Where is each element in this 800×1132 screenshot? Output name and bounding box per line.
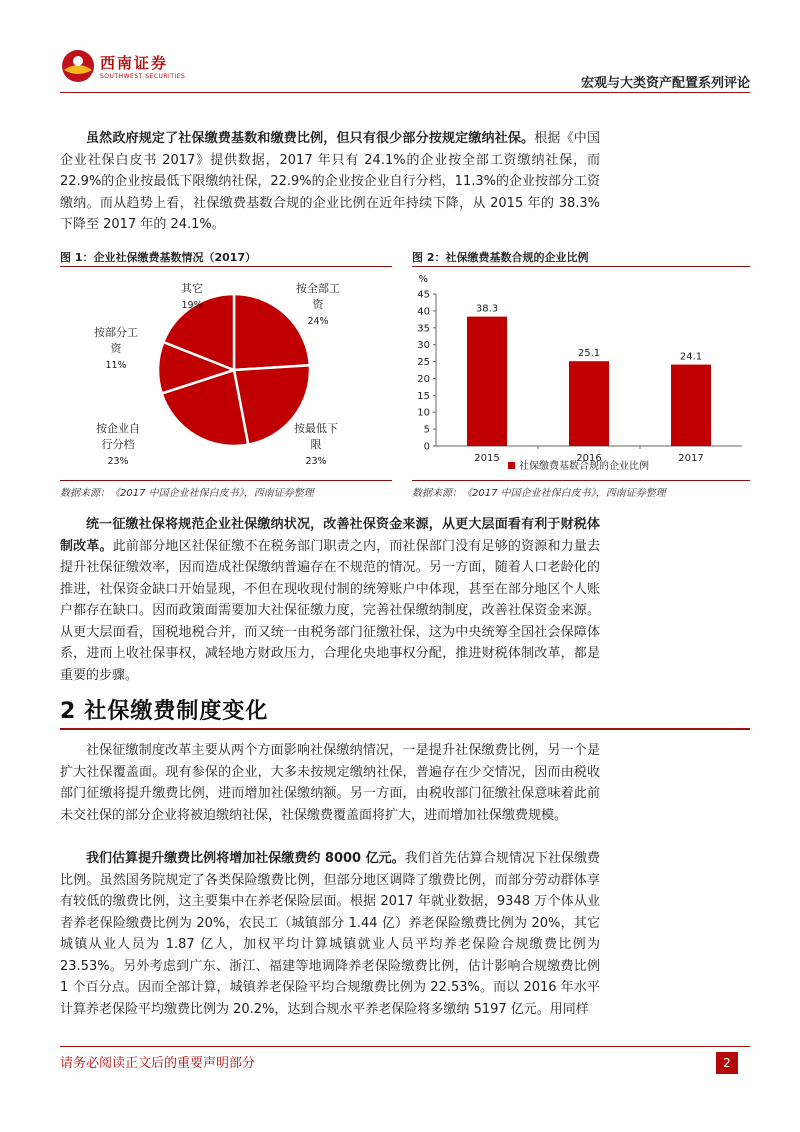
pie-category-label: 按企业自: [96, 422, 140, 435]
section-heading: [60, 694, 268, 725]
page-number: 2: [716, 1052, 738, 1074]
pie-category-label: 按部分工: [94, 326, 138, 339]
pie-percent-label: 24%: [307, 316, 329, 327]
pie-category-label: 行分档: [101, 438, 135, 451]
header-divider: [60, 92, 750, 93]
pie-percent-label: 11%: [105, 360, 127, 371]
paragraph-intro: [60, 128, 600, 236]
paragraph-intro-bold: 虽然政府规定了社保缴费基数和缴费比例，但只有很少部分按规定缴纳社保。: [86, 131, 535, 146]
y-axis-unit: %: [418, 274, 428, 285]
pie-percent-label: 23%: [107, 456, 129, 467]
y-tick-label: 20: [417, 373, 430, 385]
legend-label: 社保缴费基数合规的企业比例: [519, 461, 649, 472]
y-tick-label: 5: [423, 424, 430, 436]
report-series-title: 宏观与大类资产配置系列评论: [580, 76, 750, 91]
x-tick-label: 2015: [474, 453, 500, 464]
figure1-source: 数据来源：《2017 中国企业社保白皮书》，西南证券整理: [60, 488, 314, 499]
paragraph-reform: [60, 514, 600, 686]
pie-category-label: 限: [310, 438, 322, 451]
paragraph-impact: [60, 740, 600, 826]
figure2-top-rule: [412, 266, 750, 267]
figure2-bar-chart: [412, 270, 750, 480]
pie-category-label: 按全部工: [296, 282, 340, 295]
y-tick-label: 40: [417, 306, 430, 318]
bar-2016: [569, 361, 609, 446]
pie-category-label: 按最低下: [294, 422, 338, 435]
y-tick-label: 0: [423, 441, 430, 453]
pie-category-label: 资: [312, 298, 324, 311]
bar-2017: [671, 365, 711, 446]
logo-chinese-text: 西南证券: [100, 54, 169, 72]
figure2-source: 数据来源：《2017 中国企业社保白皮书》，西南证券整理: [412, 488, 666, 499]
paragraph-reform-text: 此前部分地区社保征缴不在税务部门职责之内，而社保部门没有足够的资源和力量去提升社保征缴效率，因而造成社保缴纳普遍存在不规范的情况。另一方面，随着人口老龄化的推进，社保资金缺口开始显现，不但在现收现付制的统筹账户中体现，甚至在部分地区个人账户都存在缺口。因而政策面需要加大社保征缴力度，完善社保缴纳制度，改善社保资金来源。从更大层面看，国税地税合并，而又统一由税务部门征缴社保，这为中央统筹全国社会保障体系，进而上收社保事权，减轻地方财政压力，合理化央地事权分配，推进财税体制改革，都是重要的步骤。: [60, 538, 600, 683]
page-header: [60, 42, 750, 100]
bar-2015: [467, 317, 507, 446]
footer-divider: [60, 1046, 750, 1047]
pie-slice-1: [234, 294, 310, 370]
logo-emblem-icon: [60, 48, 96, 84]
figure1-title: 图 1：企业社保缴费基数情况（2017）: [60, 251, 257, 264]
x-tick-label: 2017: [678, 453, 704, 464]
pie-percent-label: 19%: [181, 300, 203, 311]
paragraph-estimate: [60, 848, 600, 1020]
paragraph-estimate-text: 我们首先估算合规情况下社保缴费比例。虽然国务院规定了各类保险缴费比例，但部分地区调降了缴费比例，而部分劳动群体享有较低的缴费比例，这主要集中在养老保险层面。根据 2017 年就业数据，9348 万个体从业者养老保险缴费比例为 20%，农民工（城镇部分 1.44 亿）养老保险缴费比例为 20%，其它城镇从业人员为 1.87 亿人，加权平均计算城镇就业人员平均养老保险合规缴费比例为 23.53%。另外考虑到广东、浙江、福建等地调降养老保险缴费比例，估计影响合规缴费比例 1 个百分点。因而全部计算，城镇养老保险平均合规缴费比例为 22.53%。而以 2016 年水平计算养老保险平均缴费比例为 20.2%，达到合规水平养老保险将多缴纳 5197 亿元。用同样: [60, 851, 600, 1017]
figure1-top-rule: [60, 266, 392, 267]
x-tick-label: 2016: [576, 453, 602, 464]
y-tick-label: 15: [417, 390, 430, 402]
y-tick-label: 45: [417, 289, 430, 301]
figure2-bottom-rule: [412, 480, 750, 481]
pie-category-label: 资: [110, 342, 122, 355]
section-title: 社保缴费制度变化: [84, 699, 269, 724]
legend-swatch: [508, 462, 515, 469]
pie-percent-label: 23%: [305, 456, 327, 467]
y-tick-label: 25: [417, 357, 430, 369]
logo-english-text: SOUTHWEST SECURITIES: [100, 73, 186, 80]
pie-category-label: 其它: [181, 282, 203, 295]
figure1-pie-chart: [60, 270, 392, 480]
bar-value-label: 38.3: [475, 303, 499, 315]
y-tick-label: 30: [417, 340, 430, 352]
company-logo: [60, 48, 210, 88]
section-number: 2: [60, 699, 77, 724]
figure1-bottom-rule: [60, 480, 392, 481]
paragraph-impact-text: 社保征缴制度改革主要从两个方面影响社保缴纳情况，一是提升社保缴费比例，另一个是扩大社保覆盖面。现有参保的企业，大多未按规定缴纳社保，普遍存在少交情况，因而由税收部门征缴将提升缴费比例，进而增加社保缴纳额。另一方面，由税收部门征缴社保意味着此前未交社保的部分企业将被迫缴纳社保，社保缴费覆盖面将扩大，进而增加社保缴费规模。: [60, 743, 600, 823]
bar-value-label: 24.1: [679, 351, 703, 363]
paragraph-estimate-bold: 我们估算提升缴费比例将增加社保缴费约 8000 亿元。: [86, 851, 405, 866]
bar-value-label: 25.1: [577, 348, 601, 360]
y-tick-label: 35: [417, 323, 430, 335]
disclaimer-notice: 请务必阅读正文后的重要声明部分: [60, 1056, 256, 1071]
figure2-title: 图 2：社保缴费基数合规的企业比例: [412, 251, 589, 264]
section-divider: [60, 728, 750, 730]
paragraph-reform-bold: 统一征缴社保将规范企业社保缴纳状况，改善社保资金来源，从更大层面看有利于财税体制改革。: [60, 517, 600, 554]
y-tick-label: 10: [417, 407, 430, 419]
paragraph-intro-text: 根据《中国企业社保白皮书 2017》提供数据，2017 年只有 24.1%的企业按全部工资缴纳社保，而 22.9%的企业按最低下限缴纳社保，22.9%的企业按企业自行分档，11.3%的企业按部分工资缴纳。而从趋势上看，社保缴费基数合规的企业比例在近年持续下降，从 2015 年的 38.3%下降至 2017 年的 24.1%。: [60, 131, 600, 232]
